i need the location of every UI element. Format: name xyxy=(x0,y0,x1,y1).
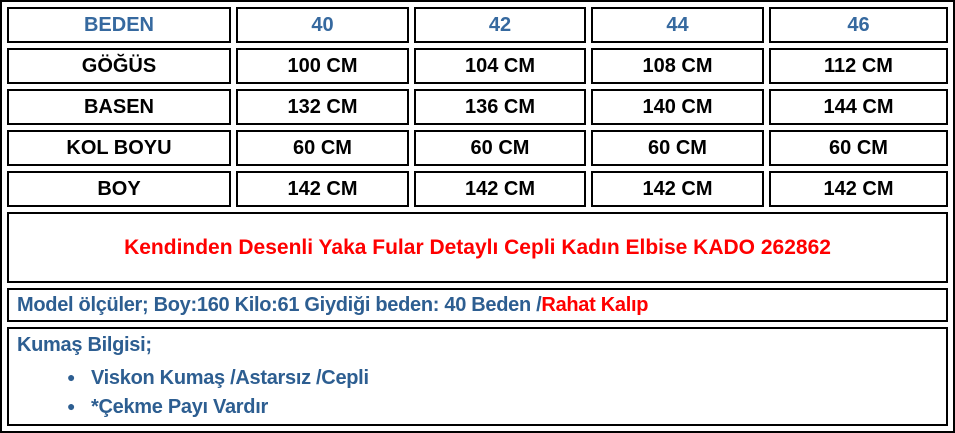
size-cell-46: 46 xyxy=(769,7,948,43)
product-title-row xyxy=(7,212,948,283)
value-cell: 60 CM xyxy=(414,130,586,166)
measurement-row-boy xyxy=(7,171,948,207)
product-title-cell xyxy=(7,212,948,283)
size-cell-40: 40 xyxy=(236,7,409,43)
row-label-cell: BASEN xyxy=(7,89,231,125)
value-cell: 104 CM xyxy=(414,48,586,84)
fabric-heading: Kumaş Bilgisi; xyxy=(17,334,152,356)
row-label-cell: GÖĞÜS xyxy=(7,48,231,84)
value-cell: 142 CM xyxy=(591,171,764,207)
fabric-bullet-item xyxy=(67,392,938,421)
value-cell: 108 CM xyxy=(591,48,764,84)
value-cell: 100 CM xyxy=(236,48,409,84)
model-info-row xyxy=(7,288,948,322)
fabric-info-row xyxy=(7,327,948,426)
size-cell-42: 42 xyxy=(414,7,586,43)
header-row xyxy=(7,7,948,43)
fabric-bullet-text: *Çekme Payı Vardır xyxy=(91,396,268,418)
bullet-dot-icon: ● xyxy=(67,398,76,414)
value-cell: 142 CM xyxy=(414,171,586,207)
fabric-info-cell xyxy=(7,327,948,426)
value-cell: 144 CM xyxy=(769,89,948,125)
value-cell: 132 CM xyxy=(236,89,409,125)
value-cell: 142 CM xyxy=(769,171,948,207)
model-measurements-text: Model ölçüler; Boy:160 Kilo:61 Giydiği beden: 40 Beden / xyxy=(17,293,542,316)
row-label-cell: KOL BOYU xyxy=(7,130,231,166)
fabric-bullet-text: Viskon Kumaş /Astarsız /Cepli xyxy=(91,367,369,389)
product-title: Kendinden Desenli Yaka Fular Detaylı Cepli Kadın Elbise KADO 262862 xyxy=(124,235,831,259)
value-cell: 136 CM xyxy=(414,89,586,125)
header-label-cell: BEDEN xyxy=(7,7,231,43)
value-cell: 60 CM xyxy=(769,130,948,166)
row-label-cell: BOY xyxy=(7,171,231,207)
value-cell: 60 CM xyxy=(591,130,764,166)
fabric-bullet-item xyxy=(67,363,938,392)
fabric-bullet-list xyxy=(17,363,938,421)
bullet-dot-icon: ● xyxy=(67,369,76,385)
measurement-row-kol-boyu xyxy=(7,130,948,166)
measurement-row-gogus xyxy=(7,48,948,84)
model-info-cell xyxy=(7,288,948,322)
size-cell-44: 44 xyxy=(591,7,764,43)
value-cell: 112 CM xyxy=(769,48,948,84)
value-cell: 142 CM xyxy=(236,171,409,207)
value-cell: 60 CM xyxy=(236,130,409,166)
measurement-row-basen xyxy=(7,89,948,125)
fit-type-text: Rahat Kalıp xyxy=(541,293,649,316)
value-cell: 140 CM xyxy=(591,89,764,125)
